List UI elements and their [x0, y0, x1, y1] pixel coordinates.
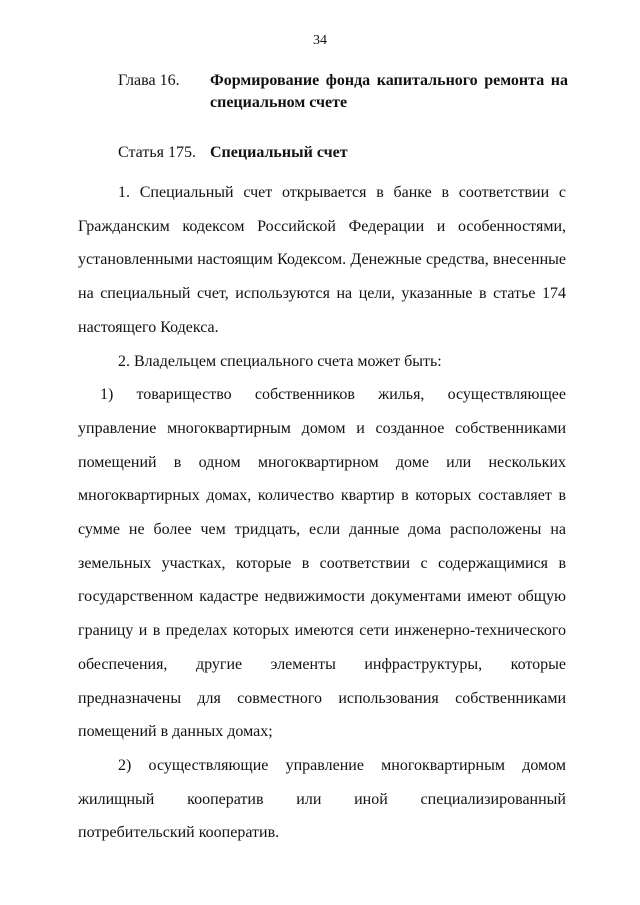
paragraph-2: 2. Владельцем специального счета может быть: [118, 352, 442, 370]
list-item-1: 1) товарищество собственников жилья, осуществляющее управление многоквартирным домом и созданное собственниками помещений в одном многоквартирном доме или нескольких многоквартирных домах, количество квартир в которых составляет в сумме не более чем тридцать, если данные дома расположены на земельных участках, которые в соответствии с содержащимися в государственном кадастре недвижимости документами имеют общую границу и в пределах которых имеются сети инженерно-технического обеспечения, другие элементы инфраструктуры, которые предназначены для совместного использования собственниками помещений в данных домах; [78, 386, 566, 741]
list-item-2: 2) осуществляющие управление многоквартирным домом жилищный кооператив или иной специализированный потребительский кооператив. [78, 756, 566, 842]
article-body [78, 176, 566, 850]
chapter-heading [118, 70, 568, 114]
page-number: 34 [313, 33, 327, 48]
article-title: Специальный счет [210, 144, 348, 161]
chapter-label: Глава 16. [118, 72, 180, 89]
paragraph-1: 1. Специальный счет открывается в банке в соответствии с Гражданским кодексом Российской Федерации и особенностями, установленными настоящим Кодексом. Денежные средства, внесенные на специальный счет, используются на цели, указанные в статье 174 настоящего Кодекса. [78, 184, 566, 336]
article-label: Статья 175. [118, 144, 196, 161]
chapter-title: Формирование фонда капитального ремонта на специальном счете [210, 72, 568, 111]
article-heading [118, 142, 568, 164]
